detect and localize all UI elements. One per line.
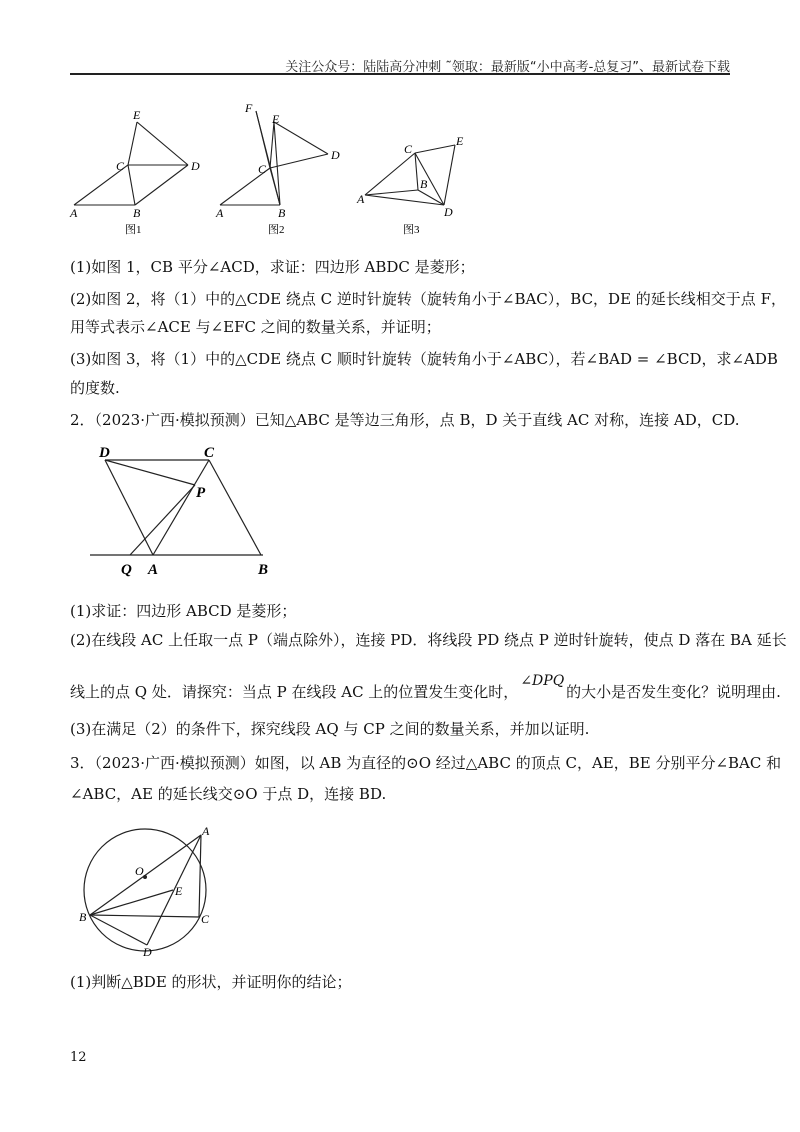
fig1-label-c: C: [116, 159, 125, 173]
problem2-question3: (3)在满足（2）的条件下，探究线段 AQ 与 CP 之间的数量关系，并加以证明.: [70, 720, 590, 738]
fig2-label-d: D: [331, 148, 340, 162]
fig2-label-f: F: [245, 101, 253, 115]
p3-label-c: C: [201, 912, 210, 926]
page-header: 关注公众号：陆陆高分冲刺 ˜领取：最新版“小中高考-总复习”、最新试卷下载: [285, 60, 730, 75]
fig1-label-b: B: [133, 206, 141, 220]
figure-group-1-3: [60, 95, 500, 240]
angle-dpq: ∠DPQ: [520, 673, 565, 689]
fig2-label-c: C: [258, 162, 267, 176]
fig2-label-e: E: [272, 112, 280, 126]
problem2-question2-line2: [70, 673, 781, 703]
fig1-label-a: A: [70, 206, 78, 220]
problem2-question2-line1: (2)在线段 AC 上任取一点 P（端点除外），连接 PD．将线段 PD 绕点 P 逆时针旋转，使点 D 落在 BA 延长: [70, 631, 787, 649]
problem3-stem-line2: ∠ABC，AE 的延长线交⊙O 于点 D，连接 BD.: [70, 785, 387, 803]
page-number: 12: [70, 1050, 87, 1065]
fig3-label-a: A: [357, 192, 365, 206]
fig1-label-d: D: [191, 159, 200, 173]
problem1-question3-line2: 的度数.: [70, 379, 120, 397]
p3-label-a: A: [202, 824, 210, 838]
problem1-question2-line2: 用等式表示∠ACE 与∠EFC 之间的数量关系，并证明；: [70, 318, 441, 336]
figure-caption-3: 图3: [403, 224, 420, 236]
problem2-question1: (1)求证：四边形 ABCD 是菱形；: [70, 602, 297, 620]
p2-label-d: D: [99, 445, 110, 461]
fig3-label-e: E: [456, 134, 464, 148]
header-rule: [70, 73, 730, 75]
fig2-label-a: A: [216, 206, 224, 220]
problem3-figure: [75, 815, 235, 960]
figure-caption-1: 图1: [125, 224, 142, 236]
fig3-label-d: D: [444, 205, 453, 219]
p2-label-b: B: [258, 562, 269, 578]
problem1-question1: (1)如图 1，CB 平分∠ACD，求证：四边形 ABDC 是菱形；: [70, 258, 475, 276]
problem3-stem-line1: 3．（2023·广西·模拟预测）如图，以 AB 为直径的⊙O 经过△ABC 的顶点 C，AE，BE 分别平分∠BAC 和: [70, 754, 782, 772]
fig2-label-b: B: [278, 206, 286, 220]
p3-label-d: D: [143, 945, 152, 959]
problem2-figure: [85, 440, 285, 580]
p2-label-c: C: [204, 445, 215, 461]
fig3-label-b: B: [420, 177, 428, 191]
p3-label-o: O: [135, 864, 144, 878]
p2-label-a: A: [148, 562, 159, 578]
p3-label-e: E: [175, 884, 183, 898]
q2-line2-part-b: 的大小是否发生变化？说明理由.: [566, 683, 781, 701]
fig3-label-c: C: [404, 142, 413, 156]
figure-caption-2: 图2: [268, 224, 285, 236]
problem1-question3-line1: (3)如图 3，将（1）中的△CDE 绕点 C 顺时针旋转（旋转角小于∠ABC），若∠BAD = ∠BCD，求∠ADB: [70, 350, 778, 368]
p3-label-b: B: [79, 910, 87, 924]
q2-line2-part-a: 线上的点 Q 处．请探究：当点 P 在线段 AC 上的位置发生变化时，: [70, 683, 519, 701]
p2-label-q: Q: [121, 562, 132, 578]
fig1-label-e: E: [133, 108, 141, 122]
problem2-stem: 2．（2023·广西·模拟预测）已知△ABC 是等边三角形，点 B，D 关于直线 AC 对称，连接 AD，CD.: [70, 411, 740, 429]
problem1-question2-line1: (2)如图 2，将（1）中的△CDE 绕点 C 逆时针旋转（旋转角小于∠BAC），BC，DE 的延长线相交于点 F，: [70, 290, 786, 308]
p2-label-p: P: [196, 485, 206, 501]
problem3-question1: (1)判断△BDE 的形状，并证明你的结论；: [70, 973, 352, 991]
